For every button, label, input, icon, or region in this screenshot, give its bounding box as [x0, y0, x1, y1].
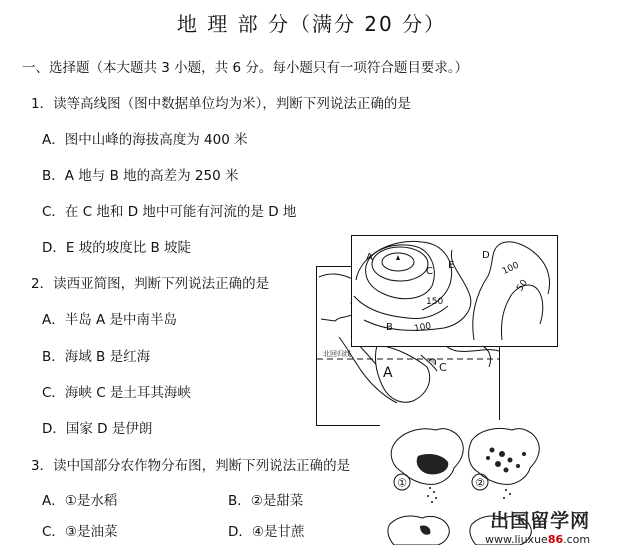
watermark-url-suffix: .com — [563, 533, 591, 546]
contour-label-50: 50 — [515, 278, 531, 294]
watermark-url-prefix: www.liuxue — [485, 533, 548, 546]
q3-option-c[interactable]: C．③是油菜 — [42, 524, 118, 540]
q3-option-b[interactable]: B．②是甜菜 — [228, 493, 304, 509]
contour-label-100-bottom: 100 — [413, 321, 433, 335]
q1-option-c[interactable]: C．在 C 地和 D 地中可能有河流的是 D 地 — [42, 204, 297, 220]
contour-label-100-right: 100 — [500, 260, 521, 277]
q2-option-c[interactable]: C．海峡 C 是土耳其海峡 — [42, 385, 191, 401]
q1-option-d[interactable]: D．E 坡的坡度比 B 坡陡 — [42, 240, 192, 256]
contour-label-d: D — [482, 250, 490, 261]
contour-map — [351, 235, 558, 347]
watermark-url-number: 86 — [547, 533, 564, 546]
crop-map-label-1: ① — [397, 476, 407, 490]
question-3-stem: 3．读中国部分农作物分布图，判断下列说法正确的是 — [31, 458, 351, 474]
asia-label-a: A — [383, 365, 393, 381]
q3-option-d[interactable]: D．④是甘蔗 — [228, 524, 305, 540]
question-2-stem: 2．读西亚简图，判断下列说法正确的是 — [31, 276, 270, 292]
crop-map-label-2: ② — [475, 476, 485, 490]
q2-option-b[interactable]: B．海域 B 是红海 — [42, 349, 151, 365]
watermark-url[interactable] — [485, 533, 590, 546]
contour-label-150: 150 — [426, 297, 444, 307]
q1-option-b[interactable]: B．A 地与 B 地的高差为 250 米 — [42, 168, 239, 184]
section-heading: 一、选择题（本大题共 3 小题，共 6 分。每小题只有一项符合题目要求。） — [22, 60, 469, 76]
q2-option-a[interactable]: A．半岛 A 是中南半岛 — [42, 312, 178, 328]
asia-label-c: C — [439, 361, 447, 374]
site-watermark — [485, 506, 590, 546]
q1-option-a[interactable]: A．图中山峰的海拔高度为 400 米 — [42, 132, 248, 148]
contour-label-a: A — [366, 252, 373, 263]
contour-label-c: C — [426, 266, 433, 277]
q3-option-a[interactable]: A．①是水稻 — [42, 493, 118, 509]
q2-option-d[interactable]: D．国家 D 是伊朗 — [42, 421, 153, 437]
question-1-stem: 1．读等高线图（图中数据单位均为米），判断下列说法正确的是 — [31, 96, 411, 112]
contour-label-b: B — [386, 322, 393, 333]
page-title: 地 理 部 分（满分 20 分） — [176, 12, 447, 36]
watermark-site-name: 出国留学网 — [490, 510, 591, 532]
tropic-of-cancer-label: 北回归线 — [323, 350, 351, 358]
contour-label-e: E — [448, 260, 455, 271]
